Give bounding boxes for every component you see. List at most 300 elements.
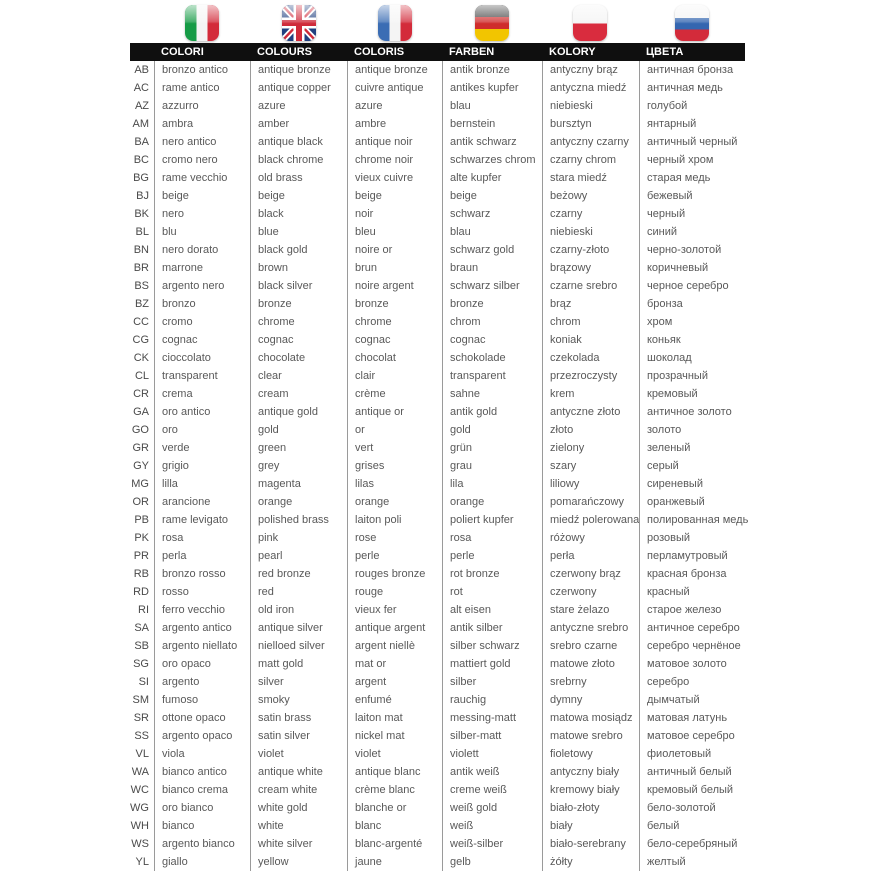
cell-en: green <box>250 439 347 457</box>
cell-it: oro bianco <box>154 799 250 817</box>
cell-pl: czarny-złoto <box>542 241 639 259</box>
cell-pl: czarny chrom <box>542 151 639 169</box>
cell-pl: antyczne srebro <box>542 619 639 637</box>
cell-fr: jaune <box>347 853 442 871</box>
cell-code: BK <box>134 208 149 220</box>
cell-code: GY <box>133 460 149 472</box>
header-kolory: KOLORY <box>549 46 596 58</box>
cell-de: antik silber <box>442 619 542 637</box>
cell-en: azure <box>250 97 347 115</box>
cell-ru: кремовый <box>639 385 785 403</box>
cell-code: SG <box>133 658 149 670</box>
table-row <box>130 457 790 475</box>
cell-fr: violet <box>347 745 442 763</box>
cell-en: cream <box>250 385 347 403</box>
cell-ru: прозрачный <box>639 367 785 385</box>
header-colori: COLORI <box>161 46 204 58</box>
cell-fr: cognac <box>347 331 442 349</box>
cell-en: antique gold <box>250 403 347 421</box>
cell-de: weiß-silber <box>442 835 542 853</box>
cell-ru: бело-золотой <box>639 799 785 817</box>
cell-ru: белый <box>639 817 785 835</box>
cell-it: argento opaco <box>154 727 250 745</box>
cell-de: blau <box>442 223 542 241</box>
cell-en: white gold <box>250 799 347 817</box>
poland-flag-icon <box>573 5 607 41</box>
cell-code: GR <box>132 442 149 454</box>
cell-code: AC <box>133 82 149 94</box>
cell-de: schwarz silber <box>442 277 542 295</box>
cell-en: antique copper <box>250 79 347 97</box>
cell-ru: коричневый <box>639 259 785 277</box>
cell-en: grey <box>250 457 347 475</box>
cell-code: WG <box>130 802 149 814</box>
cell-code: SM <box>132 694 149 706</box>
cell-fr: argent <box>347 673 442 691</box>
table-row <box>130 349 790 367</box>
cell-de: schwarz gold <box>442 241 542 259</box>
cell-pl: matowe złoto <box>542 655 639 673</box>
cell-de: antik gold <box>442 403 542 421</box>
cell-pl: czerwony brąz <box>542 565 639 583</box>
cell-ru: матовое золото <box>639 655 785 673</box>
cell-fr: mat or <box>347 655 442 673</box>
cell-de: silber-matt <box>442 727 542 745</box>
cell-en: chocolate <box>250 349 347 367</box>
cell-en: pink <box>250 529 347 547</box>
cell-fr: brun <box>347 259 442 277</box>
germany-flag-icon <box>475 5 509 41</box>
cell-en: clear <box>250 367 347 385</box>
cell-code: WH <box>130 820 149 832</box>
cell-de: antik schwarz <box>442 133 542 151</box>
cell-fr: lilas <box>347 475 442 493</box>
table-row <box>130 511 790 529</box>
cell-fr: bronze <box>347 295 442 313</box>
table-row <box>130 691 790 709</box>
table-row <box>130 259 790 277</box>
cell-ru: старое железо <box>639 601 785 619</box>
cell-ru: матовое серебро <box>639 727 785 745</box>
cell-it: rame vecchio <box>154 169 250 187</box>
cell-pl: fioletowy <box>542 745 639 763</box>
cell-de: gelb <box>442 853 542 871</box>
table-row <box>130 583 790 601</box>
cell-fr: antique or <box>347 403 442 421</box>
cell-pl: zielony <box>542 439 639 457</box>
cell-pl: kremowy biały <box>542 781 639 799</box>
cell-de: rot <box>442 583 542 601</box>
cell-it: bronzo antico <box>154 61 250 79</box>
cell-code: SS <box>134 730 149 742</box>
cell-it: ambra <box>154 115 250 133</box>
cell-it: oro <box>154 421 250 439</box>
cell-it: lilla <box>154 475 250 493</box>
cell-code: CR <box>133 388 149 400</box>
cell-en: black chrome <box>250 151 347 169</box>
cell-en: cream white <box>250 781 347 799</box>
table-row <box>130 241 790 259</box>
cell-de: creme weiß <box>442 781 542 799</box>
cell-it: ottone opaco <box>154 709 250 727</box>
header-code-spacer <box>130 43 154 61</box>
cell-en: orange <box>250 493 347 511</box>
table-row <box>130 169 790 187</box>
cell-it: crema <box>154 385 250 403</box>
cell-de: rot bronze <box>442 565 542 583</box>
cell-fr: perle <box>347 547 442 565</box>
cell-pl: bursztyn <box>542 115 639 133</box>
cell-ru: бронза <box>639 295 785 313</box>
cell-de: rauchig <box>442 691 542 709</box>
cell-code: WA <box>131 766 149 778</box>
cell-code: AZ <box>134 100 149 112</box>
table-row <box>130 385 790 403</box>
table-row <box>130 619 790 637</box>
cell-it: blu <box>154 223 250 241</box>
cell-code: SA <box>134 622 149 634</box>
cell-en: old iron <box>250 601 347 619</box>
cell-it: perla <box>154 547 250 565</box>
cell-fr: blanc <box>347 817 442 835</box>
cell-en: cognac <box>250 331 347 349</box>
france-flag-icon <box>378 5 412 41</box>
cell-ru: серебро <box>639 673 785 691</box>
cell-code: BA <box>134 136 149 148</box>
cell-ru: черный хром <box>639 151 785 169</box>
cell-ru: желтый <box>639 853 785 871</box>
table-row <box>130 133 790 151</box>
cell-fr: blanc-argenté <box>347 835 442 853</box>
table-row <box>130 673 790 691</box>
cell-ru: розовый <box>639 529 785 547</box>
cell-it: argento bianco <box>154 835 250 853</box>
cell-ru: синий <box>639 223 785 241</box>
cell-en: amber <box>250 115 347 133</box>
cell-ru: зеленый <box>639 439 785 457</box>
cell-code: YL <box>135 856 149 868</box>
cell-ru: сиреневый <box>639 475 785 493</box>
cell-en: brown <box>250 259 347 277</box>
cell-de: braun <box>442 259 542 277</box>
cell-pl: antyczny brąz <box>542 61 639 79</box>
cell-en: nielloed silver <box>250 637 347 655</box>
cell-fr: vieux fer <box>347 601 442 619</box>
cell-pl: biało-serebrany <box>542 835 639 853</box>
cell-fr: clair <box>347 367 442 385</box>
table-row <box>130 439 790 457</box>
cell-de: schokolade <box>442 349 542 367</box>
cell-pl: miedź polerowana <box>542 511 639 529</box>
table-row <box>130 205 790 223</box>
table-row <box>130 295 790 313</box>
cell-fr: blanche or <box>347 799 442 817</box>
table-row <box>130 745 790 763</box>
cell-it: cioccolato <box>154 349 250 367</box>
cell-de: transparent <box>442 367 542 385</box>
cell-ru: старая медь <box>639 169 785 187</box>
cell-en: blue <box>250 223 347 241</box>
table-row <box>130 493 790 511</box>
cell-it: fumoso <box>154 691 250 709</box>
cell-pl: złoto <box>542 421 639 439</box>
cell-de: grau <box>442 457 542 475</box>
table-row <box>130 655 790 673</box>
cell-code: AB <box>134 64 149 76</box>
cell-pl: niebieski <box>542 223 639 241</box>
cell-en: chrome <box>250 313 347 331</box>
cell-code: BC <box>133 154 149 166</box>
cell-it: rosso <box>154 583 250 601</box>
cell-de: weiß <box>442 817 542 835</box>
cell-fr: beige <box>347 187 442 205</box>
cell-pl: szary <box>542 457 639 475</box>
cell-pl: różowy <box>542 529 639 547</box>
table-row <box>130 835 790 853</box>
cell-it: grigio <box>154 457 250 475</box>
cell-fr: grises <box>347 457 442 475</box>
cell-it: arancione <box>154 493 250 511</box>
cell-code: PB <box>134 514 149 526</box>
cell-pl: niebieski <box>542 97 639 115</box>
cell-pl: brązowy <box>542 259 639 277</box>
cell-pl: liliowy <box>542 475 639 493</box>
cell-fr: vieux cuivre <box>347 169 442 187</box>
cell-ru: фиолетовый <box>639 745 785 763</box>
cell-fr: argent niellè <box>347 637 442 655</box>
cell-ru: серебро чернёное <box>639 637 785 655</box>
cell-code: SB <box>134 640 149 652</box>
cell-it: bronzo <box>154 295 250 313</box>
header-farben: FARBEN <box>449 46 495 58</box>
header-coloris: COLORIS <box>354 46 405 58</box>
cell-pl: antyczny czarny <box>542 133 639 151</box>
cell-fr: laiton poli <box>347 511 442 529</box>
cell-pl: antyczna miedź <box>542 79 639 97</box>
cell-ru: античная медь <box>639 79 785 97</box>
cell-code: WC <box>130 784 149 796</box>
cell-it: argento antico <box>154 619 250 637</box>
cell-fr: cuivre antique <box>347 79 442 97</box>
table-row <box>130 637 790 655</box>
cell-ru: красная бронза <box>639 565 785 583</box>
cell-de: bernstein <box>442 115 542 133</box>
cell-fr: antique bronze <box>347 61 442 79</box>
cell-code: SI <box>138 676 149 688</box>
table-row <box>130 763 790 781</box>
cell-code: BG <box>133 172 149 184</box>
cell-pl: biało-złoty <box>542 799 639 817</box>
cell-en: old brass <box>250 169 347 187</box>
table-row <box>130 331 790 349</box>
cell-en: white <box>250 817 347 835</box>
cell-ru: черное серебро <box>639 277 785 295</box>
cell-en: black gold <box>250 241 347 259</box>
table-row <box>130 223 790 241</box>
cell-it: bianco antico <box>154 763 250 781</box>
cell-en: polished brass <box>250 511 347 529</box>
cell-it: argento niellato <box>154 637 250 655</box>
cell-code: AM <box>132 118 149 130</box>
cell-ru: шоколад <box>639 349 785 367</box>
cell-fr: noire argent <box>347 277 442 295</box>
cell-it: bronzo rosso <box>154 565 250 583</box>
cell-code: BZ <box>134 298 149 310</box>
cell-ru: черный <box>639 205 785 223</box>
cell-de: silber <box>442 673 542 691</box>
cell-de: rosa <box>442 529 542 547</box>
cell-en: antique black <box>250 133 347 151</box>
cell-ru: серый <box>639 457 785 475</box>
cell-ru: бело-серебряный <box>639 835 785 853</box>
cell-ru: античный черный <box>639 133 785 151</box>
cell-en: red bronze <box>250 565 347 583</box>
cell-it: rosa <box>154 529 250 547</box>
cell-ru: черно-золотой <box>639 241 785 259</box>
cell-it: beige <box>154 187 250 205</box>
cell-de: chrom <box>442 313 542 331</box>
cell-it: nero <box>154 205 250 223</box>
cell-fr: antique argent <box>347 619 442 637</box>
cell-ru: хром <box>639 313 785 331</box>
cell-de: mattiert gold <box>442 655 542 673</box>
cell-ru: голубой <box>639 97 785 115</box>
cell-fr: or <box>347 421 442 439</box>
cell-de: blau <box>442 97 542 115</box>
cell-en: matt gold <box>250 655 347 673</box>
cell-it: transparent <box>154 367 250 385</box>
cell-en: gold <box>250 421 347 439</box>
cell-it: verde <box>154 439 250 457</box>
cell-code: WS <box>131 838 149 850</box>
header-colours: COLOURS <box>257 46 312 58</box>
cell-en: pearl <box>250 547 347 565</box>
cell-it: ferro vecchio <box>154 601 250 619</box>
cell-code: CG <box>132 334 149 346</box>
table-row <box>130 565 790 583</box>
cell-pl: stare żelazo <box>542 601 639 619</box>
cell-de: cognac <box>442 331 542 349</box>
cell-de: bronze <box>442 295 542 313</box>
cell-pl: koniak <box>542 331 639 349</box>
cell-pl: srebro czarne <box>542 637 639 655</box>
cell-fr: noire or <box>347 241 442 259</box>
cell-en: beige <box>250 187 347 205</box>
table-row <box>130 313 790 331</box>
cell-it: oro opaco <box>154 655 250 673</box>
cell-de: weiß gold <box>442 799 542 817</box>
cell-code: BJ <box>136 190 149 202</box>
cell-code: VL <box>135 748 149 760</box>
cell-ru: перламутровый <box>639 547 785 565</box>
cell-fr: enfumé <box>347 691 442 709</box>
cell-ru: полированная медь <box>639 511 785 529</box>
table-row <box>130 97 790 115</box>
cell-pl: czarne srebro <box>542 277 639 295</box>
cell-de: schwarzes chrom <box>442 151 542 169</box>
cell-fr: chrome <box>347 313 442 331</box>
table-row <box>130 115 790 133</box>
cell-it: marrone <box>154 259 250 277</box>
cell-pl: matowe srebro <box>542 727 639 745</box>
cell-ru: матовая латунь <box>639 709 785 727</box>
cell-de: messing-matt <box>442 709 542 727</box>
cell-ru: античное золото <box>639 403 785 421</box>
cell-ru: золото <box>639 421 785 439</box>
cell-pl: biały <box>542 817 639 835</box>
cell-it: argento nero <box>154 277 250 295</box>
cell-en: red <box>250 583 347 601</box>
cell-fr: rouge <box>347 583 442 601</box>
cell-en: black silver <box>250 277 347 295</box>
cell-pl: antyczny biały <box>542 763 639 781</box>
cell-fr: vert <box>347 439 442 457</box>
cell-de: perle <box>442 547 542 565</box>
header-cveta: ЦВЕТА <box>646 46 684 58</box>
cell-pl: przezroczysty <box>542 367 639 385</box>
table-row <box>130 529 790 547</box>
cell-pl: chrom <box>542 313 639 331</box>
cell-de: violett <box>442 745 542 763</box>
cell-fr: rouges bronze <box>347 565 442 583</box>
cell-de: alt eisen <box>442 601 542 619</box>
cell-fr: laiton mat <box>347 709 442 727</box>
cell-fr: crème blanc <box>347 781 442 799</box>
cell-en: black <box>250 205 347 223</box>
cell-code: PR <box>133 550 149 562</box>
cell-en: magenta <box>250 475 347 493</box>
table-row <box>130 781 790 799</box>
cell-pl: stara miedź <box>542 169 639 187</box>
cell-it: cognac <box>154 331 250 349</box>
cell-en: antique white <box>250 763 347 781</box>
cell-it: viola <box>154 745 250 763</box>
table-row <box>130 79 790 97</box>
cell-code: BS <box>134 280 149 292</box>
table-row <box>130 727 790 745</box>
cell-fr: antique blanc <box>347 763 442 781</box>
cell-code: BR <box>133 262 149 274</box>
italy-flag-icon <box>185 5 219 41</box>
cell-pl: antyczne złoto <box>542 403 639 421</box>
cell-it: bianco crema <box>154 781 250 799</box>
russia-flag-icon <box>675 5 709 41</box>
cell-fr: chrome noir <box>347 151 442 169</box>
cell-ru: античный белый <box>639 763 785 781</box>
cell-pl: perła <box>542 547 639 565</box>
cell-fr: ambre <box>347 115 442 133</box>
table-row <box>130 547 790 565</box>
table-row <box>130 151 790 169</box>
table-body <box>130 61 790 871</box>
cell-en: satin silver <box>250 727 347 745</box>
table-row <box>130 367 790 385</box>
cell-de: poliert kupfer <box>442 511 542 529</box>
table-row <box>130 817 790 835</box>
cell-fr: bleu <box>347 223 442 241</box>
cell-code: GO <box>131 424 149 436</box>
cell-en: antique bronze <box>250 61 347 79</box>
cell-ru: кремовый белый <box>639 781 785 799</box>
cell-ru: античная бронза <box>639 61 785 79</box>
cell-ru: красный <box>639 583 785 601</box>
table-header <box>130 43 745 61</box>
cell-en: violet <box>250 745 347 763</box>
cell-en: smoky <box>250 691 347 709</box>
table-row <box>130 403 790 421</box>
cell-de: gold <box>442 421 542 439</box>
cell-pl: czerwony <box>542 583 639 601</box>
